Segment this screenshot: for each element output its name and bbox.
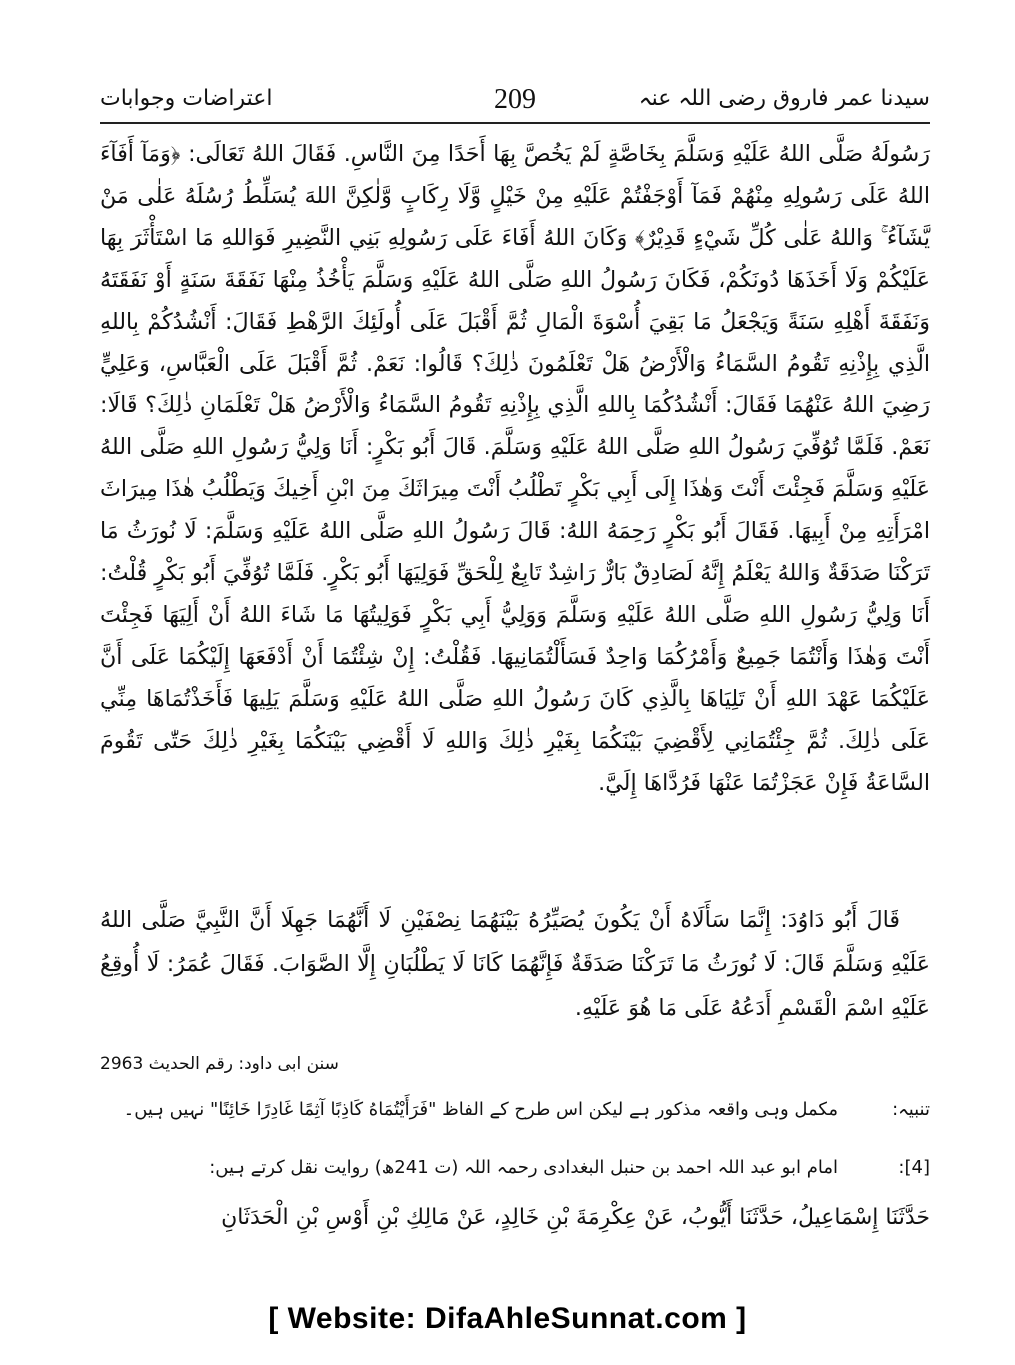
page-header [100, 84, 930, 122]
book-title: سیدنا عمر فاروق رضی اللہ عنہ [638, 86, 930, 111]
isnad-chain: حَدَّثَنَا إِسْمَاعِيلُ، حَدَّثَنَا أَيُّوبُ، عَنْ عِكْرِمَةَ بْنِ خَالِدٍ، عَنْ مَالِكِ بْنِ أَوْسِ بْنِ الْحَدَثَانِ [221, 1205, 930, 1230]
narration-intro: امام ابو عبد اللہ احمد بن حنبل البغدادی رحمہ اللہ (ت 241ھ) روایت نقل کرتے ہیں: [209, 1157, 838, 1178]
note-row [100, 1094, 930, 1128]
note-text: مکمل وہی واقعہ مذکور ہے لیکن اس طرح کے الفاظ "فَرَأَيْتُمَاهُ كَاذِبًا آثِمًا غَادِرًا خَائِنًا" نہیں ہیں۔ [123, 1099, 838, 1120]
website-footer: [ Website: DifaAhleSunnat.com ] [268, 1302, 747, 1335]
narration-row [100, 1152, 930, 1186]
note-label: تنبیہ: [892, 1099, 930, 1120]
hadith-text: رَسُولَهُ صَلَّى اللهُ عَلَيْهِ وَسَلَّمَ بِخَاصَّةٍ لَمْ يَخُصَّ بِهَا أَحَدًا مِنَ النَّاسِ. فَقَالَ اللهُ تَعَالَى: ﴿وَمَآ أَفَآءَ اللهُ عَلَى رَسُولِهِ مِنْهُمْ فَمَآ أَوْجَفْتُمْ عَلَيْهِ مِنْ خَيْلٍ وَّلَا رِكَابٍ وَّلٰكِنَّ اللهَ يُسَلِّطُ رُسُلَهُ عَلٰى مَنْ يَّشَآءُ ۚ وَاللهُ عَلٰى كُلِّ شَيْءٍ قَدِيْرٌ﴾ وَكَانَ اللهُ أَفَاءَ عَلَى رَسُولِهِ بَنِي النَّضِيرِ فَوَاللهِ مَا اسْتَأْثَرَ بِهَا عَلَيْكُمْ وَلَا أَخَذَهَا دُونَكُمْ، فَكَانَ رَسُولُ اللهِ صَلَّى اللهُ عَلَيْهِ وَسَلَّمَ يَأْخُذُ مِنْهَا نَفَقَةَ سَنَةٍ أَوْ نَفَقَتَهُ وَنَفَقَةَ أَهْلِهِ سَنَةً وَيَجْعَلُ مَا بَقِيَ أُسْوَةَ الْمَالِ ثُمَّ أَقْبَلَ عَلَى أُولَئِكَ الرَّهْطِ فَقَالَ: أَنْشُدُكُمْ بِاللهِ الَّذِي بِإِذْنِهِ تَقُومُ السَّمَاءُ وَالْأَرْضُ هَلْ تَعْلَمُونَ ذٰلِكَ؟ قَالُوا: نَعَمْ. ثُمَّ أَقْبَلَ عَلَى الْعَبَّاسِ، وَعَلِيٍّ رَضِيَ اللهُ عَنْهُمَا فَقَالَ: أَنْشُدُكُمَا بِاللهِ الَّذِي بِإِذْنِهِ تَقُومُ السَّمَاءُ وَالْأَرْضُ هَلْ تَعْلَمَانِ ذٰلِكَ؟ قَالَا: نَعَمْ. فَلَمَّا تُوُفِّيَ رَسُولُ اللهِ صَلَّى اللهُ عَلَيْهِ وَسَلَّمَ. قَالَ أَبُو بَكْرٍ: أَنَا وَلِيُّ رَسُولِ اللهِ صَلَّى اللهُ عَلَيْهِ وَسَلَّمَ فَجِئْتَ أَنْتَ وَهٰذَا إِلَى أَبِي بَكْرٍ تَطْلُبُ أَنْتَ مِيرَاثَكَ مِنَ ابْنِ أَخِيكَ وَيَطْلُبُ هٰذَا مِيرَاثَ امْرَأَتِهِ مِنْ أَبِيهَا. فَقَالَ أَبُو بَكْرٍ رَحِمَهُ اللهُ: قَالَ رَسُولُ اللهِ صَلَّى اللهُ عَلَيْهِ وَسَلَّمَ: لَا نُورَثُ مَا تَرَكْنَا صَدَقَةٌ وَاللهُ يَعْلَمُ إِنَّهُ لَصَادِقٌ بَارٌّ رَاشِدٌ تَابِعٌ لِلْحَقِّ فَوَلِيَهَا أَبُو بَكْرٍ. فَلَمَّا تُوُفِّيَ أَبُو بَكْرٍ قُلْتُ: أَنَا وَلِيُّ رَسُولِ اللهِ صَلَّى اللهُ عَلَيْهِ وَسَلَّمَ وَوَلِيُّ أَبِي بَكْرٍ فَوَلِيتُهَا مَا شَاءَ اللهُ أَنْ أَلِيَهَا فَجِئْتَ أَنْتَ وَهٰذَا وَأَنْتُمَا جَمِيعٌ وَأَمْرُكُمَا وَاحِدٌ فَسَأَلْتُمَانِيهَا. فَقُلْتُ: إِنْ شِئْتُمَا أَنْ أَدْفَعَهَا إِلَيْكُمَا عَلَى أَنَّ عَلَيْكُمَا عَهْدَ اللهِ أَنْ تَلِيَاهَا بِالَّذِي كَانَ رَسُولُ اللهِ صَلَّى اللهُ عَلَيْهِ وَسَلَّمَ يَلِيهَا فَأَخَذْتُمَاهَا مِنِّي عَلَى ذٰلِكَ. ثُمَّ جِئْتُمَانِي لِأَقْضِيَ بَيْنَكُمَا بِغَيْرِ ذٰلِكَ وَاللهِ لَا أَقْضِي بَيْنَكُمَا بِغَيْرِ ذٰلِكَ حَتّٰى تَقُومَ السَّاعَةُ فَإِنْ عَجَزْتُمَا عَنْهَا فَرُدَّاهَا إِلَيَّ. [100, 141, 930, 796]
page-number: 209 [494, 84, 536, 115]
hadith-reference: سنن ابی داود: رقم الحدیث 2963 [100, 1054, 339, 1074]
section-title: اعتراضات وجوابات [100, 86, 273, 111]
header-divider [100, 122, 930, 124]
narration-number: [4]: [898, 1157, 930, 1178]
abu-dawud-commentary: قَالَ أَبُو دَاوُدَ: إِنَّمَا سَأَلَاهُ أَنْ يَكُونَ يُصَيِّرُهُ بَيْنَهُمَا نِصْفَيْنِ لَا أَنَّهُمَا جَهِلَا أَنَّ النَّبِيَّ صَلَّى اللهُ عَلَيْهِ وَسَلَّمَ قَالَ: لَا نُورَثُ مَا تَرَكْنَا صَدَقَةٌ فَإِنَّهُمَا كَانَا لَا يَطْلُبَانِ إِلَّا الصَّوَابَ. فَقَالَ عُمَرُ: لَا أُوقِعُ عَلَيْهِ اسْمَ الْقَسْمِ أَدَعُهُ عَلَى مَا هُوَ عَلَيْهِ. [100, 907, 930, 1021]
